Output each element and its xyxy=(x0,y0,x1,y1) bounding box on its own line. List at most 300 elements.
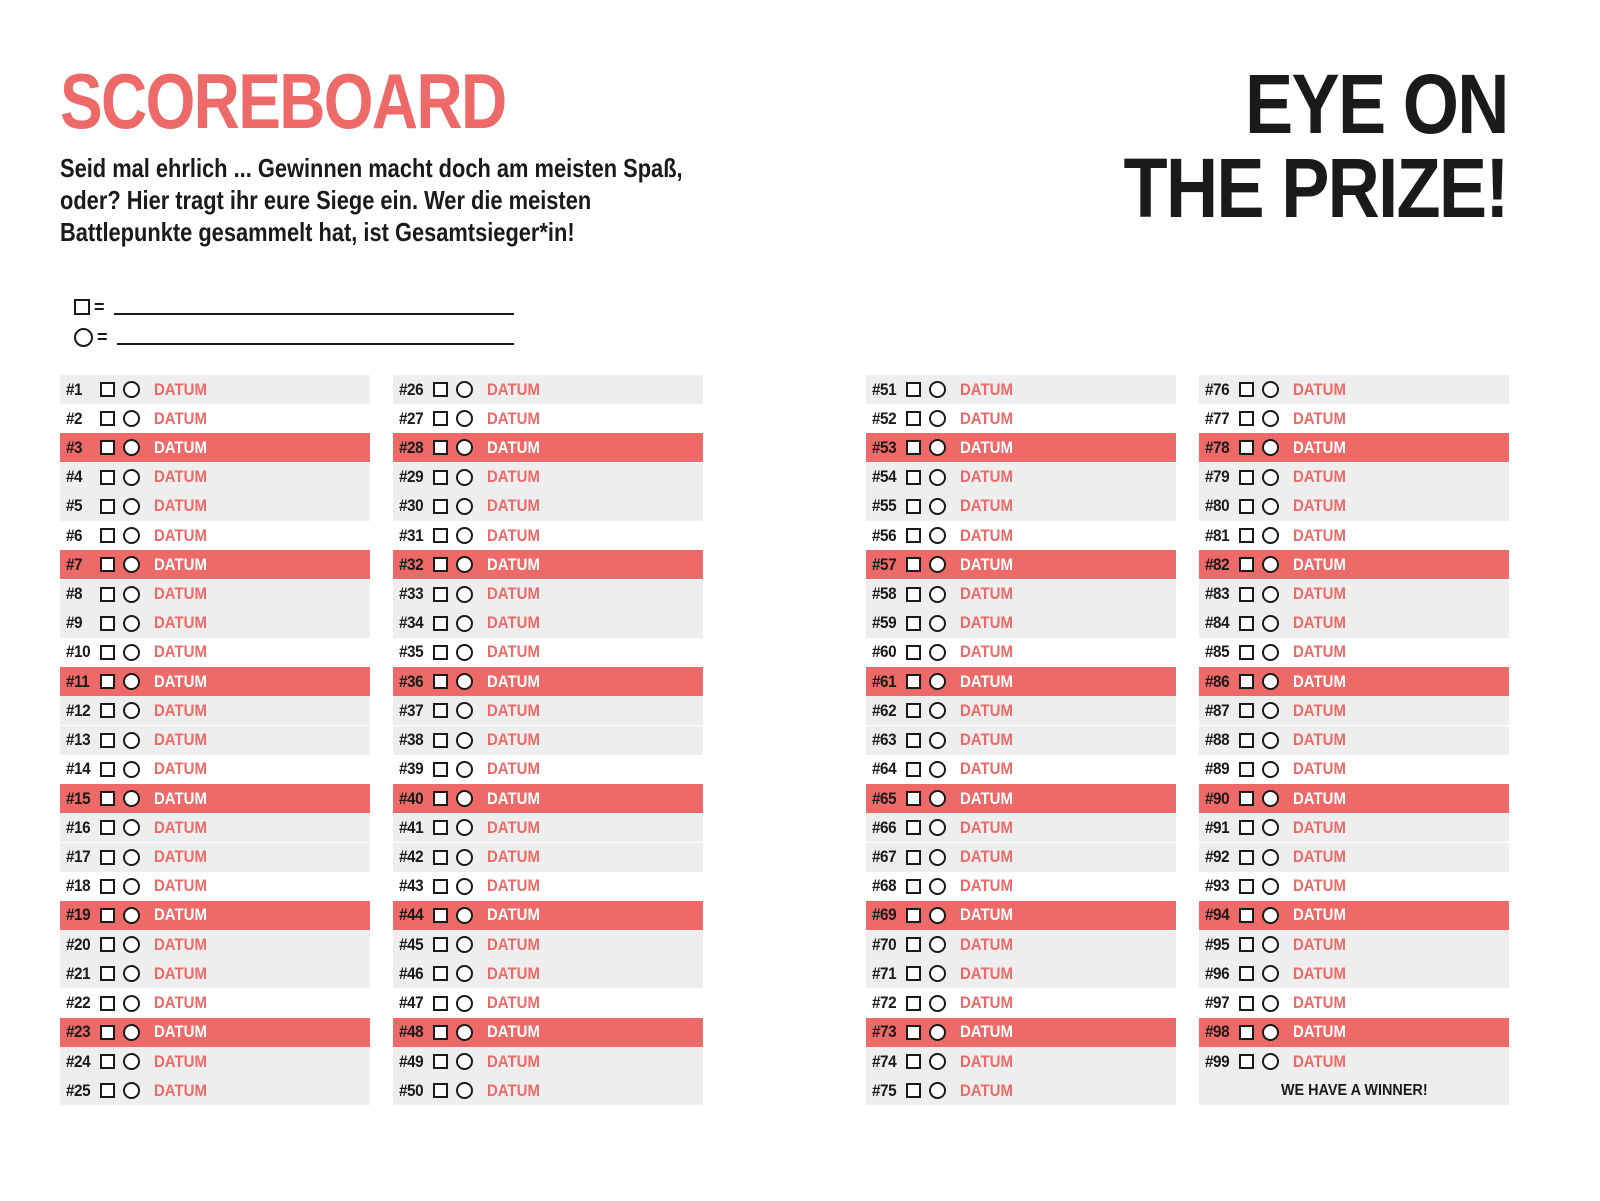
date-field[interactable]: DATUM xyxy=(960,817,1013,837)
date-field[interactable]: DATUM xyxy=(960,788,1013,808)
square-player-checkbox[interactable] xyxy=(100,674,115,689)
circle-player-checkbox[interactable] xyxy=(456,410,473,427)
date-field[interactable]: DATUM xyxy=(487,1080,540,1100)
square-player-checkbox[interactable] xyxy=(100,499,115,514)
circle-player-checkbox[interactable] xyxy=(1262,761,1279,778)
square-player-checkbox[interactable] xyxy=(906,937,921,952)
square-player-checkbox[interactable] xyxy=(906,645,921,660)
circle-player-checkbox[interactable] xyxy=(1262,644,1279,661)
date-field[interactable]: DATUM xyxy=(960,847,1013,866)
square-player-checkbox[interactable] xyxy=(100,557,115,572)
circle-player-checkbox[interactable] xyxy=(1262,936,1279,953)
circle-player-checkbox[interactable] xyxy=(456,469,473,486)
date-field[interactable]: DATUM xyxy=(154,876,207,896)
circle-player-checkbox[interactable] xyxy=(929,761,946,778)
square-player-checkbox[interactable] xyxy=(433,645,448,660)
square-player-checkbox[interactable] xyxy=(1239,674,1254,689)
circle-player-checkbox[interactable] xyxy=(1262,819,1279,836)
circle-player-checkbox[interactable] xyxy=(929,615,946,632)
circle-player-checkbox[interactable] xyxy=(1262,849,1279,866)
circle-player-checkbox[interactable] xyxy=(929,381,946,398)
date-field[interactable]: DATUM xyxy=(960,905,1013,925)
date-field[interactable]: DATUM xyxy=(487,408,540,428)
square-player-checkbox[interactable] xyxy=(1239,879,1254,894)
date-field[interactable]: DATUM xyxy=(960,525,1013,545)
circle-player-checkbox[interactable] xyxy=(456,673,473,690)
square-player-checkbox[interactable] xyxy=(100,850,115,865)
circle-player-checkbox[interactable] xyxy=(123,469,140,486)
square-player-checkbox[interactable] xyxy=(906,733,921,748)
circle-player-checkbox[interactable] xyxy=(456,995,473,1012)
square-player-checkbox[interactable] xyxy=(100,820,115,835)
square-player-checkbox[interactable] xyxy=(100,1083,115,1098)
circle-player-checkbox[interactable] xyxy=(456,527,473,544)
circle-player-checkbox[interactable] xyxy=(1262,1053,1279,1070)
square-player-checkbox[interactable] xyxy=(1239,411,1254,426)
date-field[interactable]: DATUM xyxy=(1293,876,1346,896)
square-player-name-field[interactable] xyxy=(114,313,514,315)
date-field[interactable]: DATUM xyxy=(487,730,540,750)
date-field[interactable]: DATUM xyxy=(487,934,540,954)
circle-player-checkbox[interactable] xyxy=(929,527,946,544)
circle-player-checkbox[interactable] xyxy=(123,673,140,690)
square-player-checkbox[interactable] xyxy=(906,557,921,572)
date-field[interactable]: DATUM xyxy=(1293,437,1346,457)
date-field[interactable]: DATUM xyxy=(1293,788,1346,808)
circle-player-checkbox[interactable] xyxy=(123,702,140,719)
date-field[interactable]: DATUM xyxy=(1293,1022,1346,1042)
square-player-checkbox[interactable] xyxy=(100,616,115,631)
circle-player-checkbox[interactable] xyxy=(929,1082,946,1099)
date-field[interactable]: DATUM xyxy=(1293,759,1346,779)
date-field[interactable]: DATUM xyxy=(1293,671,1346,691)
circle-player-checkbox[interactable] xyxy=(929,878,946,895)
circle-player-checkbox[interactable] xyxy=(1262,469,1279,486)
circle-player-checkbox[interactable] xyxy=(929,556,946,573)
date-field[interactable]: DATUM xyxy=(1293,730,1346,750)
square-player-checkbox[interactable] xyxy=(1239,528,1254,543)
square-player-checkbox[interactable] xyxy=(906,908,921,923)
square-player-checkbox[interactable] xyxy=(100,470,115,485)
square-player-checkbox[interactable] xyxy=(100,879,115,894)
date-field[interactable]: DATUM xyxy=(154,1080,207,1100)
date-field[interactable]: DATUM xyxy=(154,730,207,750)
square-player-checkbox[interactable] xyxy=(433,1083,448,1098)
circle-player-checkbox[interactable] xyxy=(929,439,946,456)
square-player-checkbox[interactable] xyxy=(433,879,448,894)
date-field[interactable]: DATUM xyxy=(1293,642,1346,662)
date-field[interactable]: DATUM xyxy=(487,613,540,633)
square-player-checkbox[interactable] xyxy=(906,791,921,806)
square-player-checkbox[interactable] xyxy=(1239,382,1254,397)
circle-player-checkbox[interactable] xyxy=(929,790,946,807)
square-player-checkbox[interactable] xyxy=(433,674,448,689)
date-field[interactable]: DATUM xyxy=(1293,700,1346,720)
date-field[interactable]: DATUM xyxy=(960,408,1013,428)
circle-player-checkbox[interactable] xyxy=(929,965,946,982)
date-field[interactable]: DATUM xyxy=(487,584,540,604)
circle-player-checkbox[interactable] xyxy=(456,381,473,398)
circle-player-checkbox[interactable] xyxy=(929,995,946,1012)
circle-player-checkbox[interactable] xyxy=(123,761,140,778)
circle-player-checkbox[interactable] xyxy=(456,936,473,953)
date-field[interactable]: DATUM xyxy=(487,759,540,779)
circle-player-checkbox[interactable] xyxy=(456,498,473,515)
square-player-checkbox[interactable] xyxy=(100,1054,115,1069)
square-player-checkbox[interactable] xyxy=(100,908,115,923)
square-player-checkbox[interactable] xyxy=(100,703,115,718)
circle-player-checkbox[interactable] xyxy=(929,907,946,924)
circle-player-checkbox[interactable] xyxy=(1262,527,1279,544)
circle-player-checkbox[interactable] xyxy=(456,615,473,632)
square-player-checkbox[interactable] xyxy=(433,470,448,485)
date-field[interactable]: DATUM xyxy=(154,759,207,779)
square-player-checkbox[interactable] xyxy=(433,762,448,777)
square-player-checkbox[interactable] xyxy=(906,587,921,602)
square-player-checkbox[interactable] xyxy=(1239,470,1254,485)
square-player-checkbox[interactable] xyxy=(433,733,448,748)
square-player-checkbox[interactable] xyxy=(1239,733,1254,748)
circle-player-checkbox[interactable] xyxy=(1262,498,1279,515)
date-field[interactable]: DATUM xyxy=(1293,496,1346,516)
square-player-checkbox[interactable] xyxy=(433,820,448,835)
square-player-checkbox[interactable] xyxy=(433,499,448,514)
date-field[interactable]: DATUM xyxy=(487,379,540,399)
date-field[interactable]: DATUM xyxy=(154,671,207,691)
date-field[interactable]: DATUM xyxy=(487,847,540,866)
square-player-checkbox[interactable] xyxy=(100,382,115,397)
date-field[interactable]: DATUM xyxy=(960,876,1013,896)
date-field[interactable]: DATUM xyxy=(1293,934,1346,954)
circle-player-checkbox[interactable] xyxy=(456,790,473,807)
circle-player-checkbox[interactable] xyxy=(123,849,140,866)
square-player-checkbox[interactable] xyxy=(433,1054,448,1069)
circle-player-checkbox[interactable] xyxy=(929,1024,946,1041)
square-player-checkbox[interactable] xyxy=(433,528,448,543)
circle-player-checkbox[interactable] xyxy=(1262,732,1279,749)
circle-player-checkbox[interactable] xyxy=(1262,790,1279,807)
date-field[interactable]: DATUM xyxy=(154,817,207,837)
date-field[interactable]: DATUM xyxy=(154,525,207,545)
square-player-checkbox[interactable] xyxy=(433,382,448,397)
date-field[interactable]: DATUM xyxy=(487,788,540,808)
date-field[interactable]: DATUM xyxy=(154,379,207,399)
square-player-checkbox[interactable] xyxy=(100,937,115,952)
square-player-checkbox[interactable] xyxy=(100,645,115,660)
square-player-checkbox[interactable] xyxy=(906,616,921,631)
circle-player-checkbox[interactable] xyxy=(456,819,473,836)
circle-player-checkbox[interactable] xyxy=(1262,965,1279,982)
square-player-checkbox[interactable] xyxy=(433,791,448,806)
square-player-checkbox[interactable] xyxy=(906,411,921,426)
date-field[interactable]: DATUM xyxy=(487,671,540,691)
date-field[interactable]: DATUM xyxy=(1293,817,1346,837)
square-player-checkbox[interactable] xyxy=(906,996,921,1011)
square-player-checkbox[interactable] xyxy=(906,499,921,514)
circle-player-checkbox[interactable] xyxy=(929,469,946,486)
square-player-checkbox[interactable] xyxy=(433,1025,448,1040)
date-field[interactable]: DATUM xyxy=(1293,554,1346,574)
square-player-checkbox[interactable] xyxy=(906,440,921,455)
date-field[interactable]: DATUM xyxy=(487,467,540,487)
square-player-checkbox[interactable] xyxy=(906,528,921,543)
circle-player-checkbox[interactable] xyxy=(123,556,140,573)
square-player-checkbox[interactable] xyxy=(100,791,115,806)
square-player-checkbox[interactable] xyxy=(433,587,448,602)
square-player-checkbox[interactable] xyxy=(1239,937,1254,952)
square-player-checkbox[interactable] xyxy=(906,1025,921,1040)
circle-player-checkbox[interactable] xyxy=(123,439,140,456)
circle-player-checkbox[interactable] xyxy=(123,410,140,427)
date-field[interactable]: DATUM xyxy=(960,554,1013,574)
date-field[interactable]: DATUM xyxy=(487,700,540,720)
square-player-checkbox[interactable] xyxy=(1239,440,1254,455)
date-field[interactable]: DATUM xyxy=(487,496,540,516)
square-player-checkbox[interactable] xyxy=(1239,1054,1254,1069)
circle-player-checkbox[interactable] xyxy=(929,498,946,515)
square-player-checkbox[interactable] xyxy=(906,966,921,981)
circle-player-checkbox[interactable] xyxy=(123,644,140,661)
date-field[interactable]: DATUM xyxy=(1293,525,1346,545)
square-player-checkbox[interactable] xyxy=(906,470,921,485)
square-player-checkbox[interactable] xyxy=(433,411,448,426)
square-player-checkbox[interactable] xyxy=(1239,996,1254,1011)
date-field[interactable]: DATUM xyxy=(1293,963,1346,983)
date-field[interactable]: DATUM xyxy=(487,963,540,983)
square-player-checkbox[interactable] xyxy=(433,966,448,981)
circle-player-checkbox[interactable] xyxy=(123,965,140,982)
circle-player-checkbox[interactable] xyxy=(456,849,473,866)
square-player-checkbox[interactable] xyxy=(100,587,115,602)
circle-player-checkbox[interactable] xyxy=(1262,586,1279,603)
date-field[interactable]: DATUM xyxy=(1293,584,1346,604)
date-field[interactable]: DATUM xyxy=(960,379,1013,399)
circle-player-checkbox[interactable] xyxy=(1262,702,1279,719)
date-field[interactable]: DATUM xyxy=(487,1051,540,1071)
circle-player-checkbox[interactable] xyxy=(1262,410,1279,427)
circle-player-checkbox[interactable] xyxy=(123,1082,140,1099)
square-player-checkbox[interactable] xyxy=(906,1054,921,1069)
circle-player-checkbox[interactable] xyxy=(123,819,140,836)
square-player-checkbox[interactable] xyxy=(1239,1025,1254,1040)
date-field[interactable]: DATUM xyxy=(154,408,207,428)
square-player-checkbox[interactable] xyxy=(100,411,115,426)
square-player-checkbox[interactable] xyxy=(906,879,921,894)
circle-player-checkbox[interactable] xyxy=(123,615,140,632)
circle-player-checkbox[interactable] xyxy=(456,878,473,895)
square-player-checkbox[interactable] xyxy=(1239,703,1254,718)
square-player-checkbox[interactable] xyxy=(433,703,448,718)
square-player-checkbox[interactable] xyxy=(1239,587,1254,602)
square-player-checkbox[interactable] xyxy=(906,820,921,835)
date-field[interactable]: DATUM xyxy=(960,613,1013,633)
date-field[interactable]: DATUM xyxy=(960,730,1013,750)
date-field[interactable]: DATUM xyxy=(487,1022,540,1042)
circle-player-checkbox[interactable] xyxy=(123,732,140,749)
date-field[interactable]: DATUM xyxy=(154,584,207,604)
date-field[interactable]: DATUM xyxy=(1293,613,1346,633)
circle-player-checkbox[interactable] xyxy=(929,673,946,690)
square-player-checkbox[interactable] xyxy=(433,937,448,952)
circle-player-checkbox[interactable] xyxy=(456,556,473,573)
square-player-checkbox[interactable] xyxy=(1239,966,1254,981)
circle-player-name-field[interactable] xyxy=(117,343,514,345)
circle-player-checkbox[interactable] xyxy=(929,410,946,427)
circle-player-checkbox[interactable] xyxy=(456,644,473,661)
date-field[interactable]: DATUM xyxy=(960,496,1013,516)
circle-player-checkbox[interactable] xyxy=(1262,556,1279,573)
circle-player-checkbox[interactable] xyxy=(123,995,140,1012)
date-field[interactable]: DATUM xyxy=(154,467,207,487)
circle-player-checkbox[interactable] xyxy=(123,381,140,398)
date-field[interactable]: DATUM xyxy=(154,613,207,633)
circle-player-checkbox[interactable] xyxy=(456,586,473,603)
square-player-checkbox[interactable] xyxy=(1239,908,1254,923)
date-field[interactable]: DATUM xyxy=(1293,379,1346,399)
square-player-checkbox[interactable] xyxy=(100,762,115,777)
date-field[interactable]: DATUM xyxy=(960,759,1013,779)
square-player-checkbox[interactable] xyxy=(433,850,448,865)
square-player-checkbox[interactable] xyxy=(100,528,115,543)
square-player-checkbox[interactable] xyxy=(433,557,448,572)
date-field[interactable]: DATUM xyxy=(154,788,207,808)
circle-player-checkbox[interactable] xyxy=(929,1053,946,1070)
circle-player-checkbox[interactable] xyxy=(1262,673,1279,690)
circle-player-checkbox[interactable] xyxy=(456,761,473,778)
date-field[interactable]: DATUM xyxy=(154,934,207,954)
date-field[interactable]: DATUM xyxy=(1293,1051,1346,1071)
date-field[interactable]: DATUM xyxy=(154,496,207,516)
date-field[interactable]: DATUM xyxy=(1293,467,1346,487)
date-field[interactable]: DATUM xyxy=(154,993,207,1013)
circle-player-checkbox[interactable] xyxy=(929,702,946,719)
circle-player-checkbox[interactable] xyxy=(1262,439,1279,456)
date-field[interactable]: DATUM xyxy=(154,437,207,457)
circle-player-checkbox[interactable] xyxy=(123,527,140,544)
circle-player-checkbox[interactable] xyxy=(1262,995,1279,1012)
circle-player-checkbox[interactable] xyxy=(456,907,473,924)
circle-player-checkbox[interactable] xyxy=(929,732,946,749)
date-field[interactable]: DATUM xyxy=(154,905,207,925)
circle-player-checkbox[interactable] xyxy=(929,819,946,836)
circle-player-checkbox[interactable] xyxy=(1262,381,1279,398)
square-player-checkbox[interactable] xyxy=(1239,820,1254,835)
date-field[interactable]: DATUM xyxy=(960,963,1013,983)
circle-player-checkbox[interactable] xyxy=(123,936,140,953)
date-field[interactable]: DATUM xyxy=(960,1080,1013,1100)
circle-player-checkbox[interactable] xyxy=(123,878,140,895)
circle-player-checkbox[interactable] xyxy=(123,498,140,515)
date-field[interactable]: DATUM xyxy=(487,525,540,545)
square-player-checkbox[interactable] xyxy=(100,1025,115,1040)
circle-player-checkbox[interactable] xyxy=(1262,615,1279,632)
square-player-checkbox[interactable] xyxy=(433,908,448,923)
circle-player-checkbox[interactable] xyxy=(123,907,140,924)
square-player-checkbox[interactable] xyxy=(433,616,448,631)
date-field[interactable]: DATUM xyxy=(154,1022,207,1042)
date-field[interactable]: DATUM xyxy=(487,642,540,662)
square-player-checkbox[interactable] xyxy=(1239,791,1254,806)
square-player-checkbox[interactable] xyxy=(906,703,921,718)
date-field[interactable]: DATUM xyxy=(960,934,1013,954)
date-field[interactable]: DATUM xyxy=(960,584,1013,604)
square-player-checkbox[interactable] xyxy=(906,382,921,397)
circle-player-checkbox[interactable] xyxy=(456,965,473,982)
date-field[interactable]: DATUM xyxy=(960,642,1013,662)
date-field[interactable]: DATUM xyxy=(154,554,207,574)
square-player-checkbox[interactable] xyxy=(1239,499,1254,514)
circle-player-checkbox[interactable] xyxy=(1262,1024,1279,1041)
square-player-checkbox[interactable] xyxy=(906,1083,921,1098)
date-field[interactable]: DATUM xyxy=(1293,905,1346,925)
date-field[interactable]: DATUM xyxy=(960,700,1013,720)
circle-player-checkbox[interactable] xyxy=(123,586,140,603)
date-field[interactable]: DATUM xyxy=(1293,408,1346,428)
circle-player-checkbox[interactable] xyxy=(456,1082,473,1099)
circle-player-checkbox[interactable] xyxy=(456,1053,473,1070)
date-field[interactable]: DATUM xyxy=(487,905,540,925)
circle-player-checkbox[interactable] xyxy=(929,849,946,866)
square-player-checkbox[interactable] xyxy=(1239,762,1254,777)
date-field[interactable]: DATUM xyxy=(960,467,1013,487)
date-field[interactable]: DATUM xyxy=(154,642,207,662)
date-field[interactable]: DATUM xyxy=(960,1051,1013,1071)
date-field[interactable]: DATUM xyxy=(1293,993,1346,1013)
date-field[interactable]: DATUM xyxy=(154,700,207,720)
date-field[interactable]: DATUM xyxy=(960,993,1013,1013)
date-field[interactable]: DATUM xyxy=(154,847,207,866)
circle-player-checkbox[interactable] xyxy=(929,586,946,603)
square-player-checkbox[interactable] xyxy=(100,996,115,1011)
square-player-checkbox[interactable] xyxy=(906,674,921,689)
square-player-checkbox[interactable] xyxy=(433,440,448,455)
square-player-checkbox[interactable] xyxy=(906,762,921,777)
date-field[interactable]: DATUM xyxy=(960,1022,1013,1042)
date-field[interactable]: DATUM xyxy=(487,876,540,896)
date-field[interactable]: DATUM xyxy=(487,437,540,457)
date-field[interactable]: DATUM xyxy=(960,671,1013,691)
circle-player-checkbox[interactable] xyxy=(456,439,473,456)
square-player-checkbox[interactable] xyxy=(1239,557,1254,572)
square-player-checkbox[interactable] xyxy=(100,733,115,748)
date-field[interactable]: DATUM xyxy=(1293,847,1346,866)
circle-player-checkbox[interactable] xyxy=(456,732,473,749)
square-player-checkbox[interactable] xyxy=(100,440,115,455)
date-field[interactable]: DATUM xyxy=(487,993,540,1013)
square-player-checkbox[interactable] xyxy=(1239,850,1254,865)
date-field[interactable]: DATUM xyxy=(487,554,540,574)
date-field[interactable]: DATUM xyxy=(154,1051,207,1071)
square-player-checkbox[interactable] xyxy=(1239,645,1254,660)
circle-player-checkbox[interactable] xyxy=(929,644,946,661)
circle-player-checkbox[interactable] xyxy=(929,936,946,953)
circle-player-checkbox[interactable] xyxy=(1262,907,1279,924)
circle-player-checkbox[interactable] xyxy=(1262,878,1279,895)
date-field[interactable]: DATUM xyxy=(154,963,207,983)
circle-player-checkbox[interactable] xyxy=(456,702,473,719)
date-field[interactable]: DATUM xyxy=(487,817,540,837)
square-player-checkbox[interactable] xyxy=(100,966,115,981)
circle-player-checkbox[interactable] xyxy=(123,1024,140,1041)
circle-player-checkbox[interactable] xyxy=(456,1024,473,1041)
square-player-checkbox[interactable] xyxy=(433,996,448,1011)
square-player-checkbox[interactable] xyxy=(906,850,921,865)
circle-player-checkbox[interactable] xyxy=(123,1053,140,1070)
circle-player-checkbox[interactable] xyxy=(123,790,140,807)
date-field[interactable]: DATUM xyxy=(960,437,1013,457)
game-number: #1 xyxy=(66,379,83,399)
square-player-checkbox[interactable] xyxy=(1239,616,1254,631)
